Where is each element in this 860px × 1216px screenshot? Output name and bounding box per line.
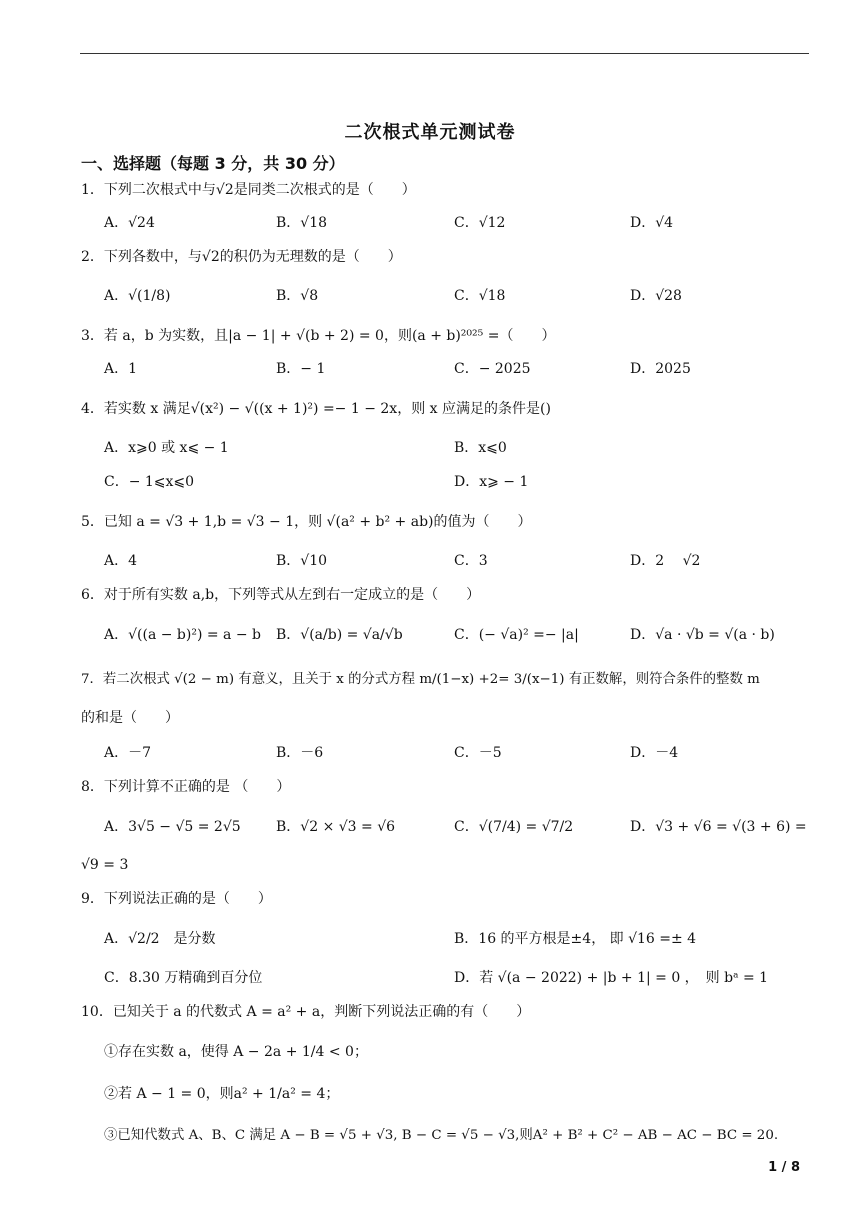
page-number: 1 / 8 (768, 1160, 800, 1175)
q4-option-a: A．x⩾0 或 x⩽ − 1 (104, 440, 229, 456)
q7-option-c: C．－5 (454, 745, 502, 761)
q2-option-b: B．√8 (276, 288, 319, 304)
question-10-stem: 10．已知关于 a 的代数式 A = a² + a，判断下列说法正确的有（ ） (81, 1004, 531, 1020)
question-9-stem: 9．下列说法正确的是（ ） (81, 891, 272, 907)
q3-option-c: C．− 2025 (454, 361, 531, 377)
q2-option-c: C．√18 (454, 288, 506, 304)
question-7-stem-cont: 的和是（ ） (81, 710, 179, 726)
q4-option-c: C．− 1⩽x⩽0 (104, 474, 195, 490)
q7-option-a: A．－7 (104, 745, 152, 761)
q7-option-d: D．－4 (630, 745, 679, 761)
q4-option-b: B．x⩽0 (454, 440, 507, 456)
q8-option-d-cont: √9 = 3 (81, 857, 129, 873)
section-heading: 一、选择题（每题 3 分，共 30 分） (81, 154, 345, 173)
q1-option-c: C．√12 (454, 215, 506, 231)
q10-statement-2: ②若 A − 1 = 0，则a² + 1/a² = 4； (104, 1086, 340, 1102)
question-2-stem: 2．下列各数中，与√2的积仍为无理数的是（ ） (81, 249, 402, 265)
q5-option-d: D．2 √2 (630, 553, 701, 569)
q8-option-c: C．√(7/4) = √7/2 (454, 819, 574, 835)
q9-option-c: C．8.30 万精确到百分位 (104, 970, 263, 986)
question-7-stem: 7．若二次根式 √(2 − m) 有意义，且关于 x 的分式方程 m/(1−x) +2= 3/(x−1) 有正数解，则符合条件的整数 m (81, 672, 760, 687)
document-title: 二次根式单元测试卷 (344, 122, 516, 143)
q3-option-d: D．2025 (630, 361, 691, 377)
question-6-stem: 6．对于所有实数 a,b，下列等式从左到右一定成立的是（ ） (81, 587, 481, 603)
question-4-stem: 4．若实数 x 满足√(x²) − √((x + 1)²) =− 1 − 2x，则 x 应满足的条件是() (81, 401, 551, 417)
q9-option-d: D．若 √(a − 2022) + |b + 1| = 0 ， 则 bᵃ = 1 (454, 970, 769, 986)
q1-option-b: B．√18 (276, 215, 328, 231)
q8-option-d: D．√3 + √6 = √(3 + 6) = (630, 819, 807, 835)
q10-statement-1: ①存在实数 a，使得 A − 2a + 1/4 < 0； (104, 1044, 368, 1060)
q1-option-a: A．√24 (104, 215, 155, 231)
q7-option-b: B．－6 (276, 745, 324, 761)
question-1-stem: 1．下列二次根式中与√2是同类二次根式的是（ ） (81, 182, 416, 198)
q6-option-b: B．√(a/b) = √a/√b (276, 627, 403, 643)
header-rule (80, 53, 809, 54)
q8-option-a: A．3√5 − √5 = 2√5 (104, 819, 241, 835)
q8-option-b: B．√2 × √3 = √6 (276, 819, 396, 835)
q1-option-d: D．√4 (630, 215, 674, 231)
q6-option-d: D．√a · √b = √(a · b) (630, 627, 775, 643)
q10-statement-3: ③已知代数式 A、B、C 满足 A − B = √5 + √3, B − C = √5 − √3,则A² + B² + C² − AB − AC − BC = 20. (104, 1128, 779, 1143)
q5-option-a: A．4 (104, 553, 138, 569)
question-5-stem: 5．已知 a = √3 + 1,b = √3 − 1，则 √(a² + b² + ab)的值为（ ） (81, 514, 532, 530)
q5-option-c: C．3 (454, 553, 488, 569)
q9-option-b: B．16 的平方根是±4， 即 √16 =± 4 (454, 931, 697, 947)
q3-option-b: B．− 1 (276, 361, 326, 377)
q3-option-a: A．1 (104, 361, 138, 377)
q5-option-b: B．√10 (276, 553, 328, 569)
q6-option-c: C．(− √a)² =− |a| (454, 627, 579, 643)
q2-option-d: D．√28 (630, 288, 682, 304)
q2-option-a: A．√(1/8) (104, 288, 171, 304)
q4-option-d: D．x⩾ − 1 (454, 474, 529, 490)
q9-option-a: A．√2/2 是分数 (104, 931, 216, 947)
question-3-stem: 3．若 a，b 为实数，且|a − 1| + √(b + 2) = 0，则(a + b)²⁰²⁵ =（ ） (81, 328, 556, 344)
q6-option-a: A．√((a − b)²) = a − b (104, 627, 262, 643)
question-8-stem: 8．下列计算不正确的是 （ ） (81, 779, 291, 795)
